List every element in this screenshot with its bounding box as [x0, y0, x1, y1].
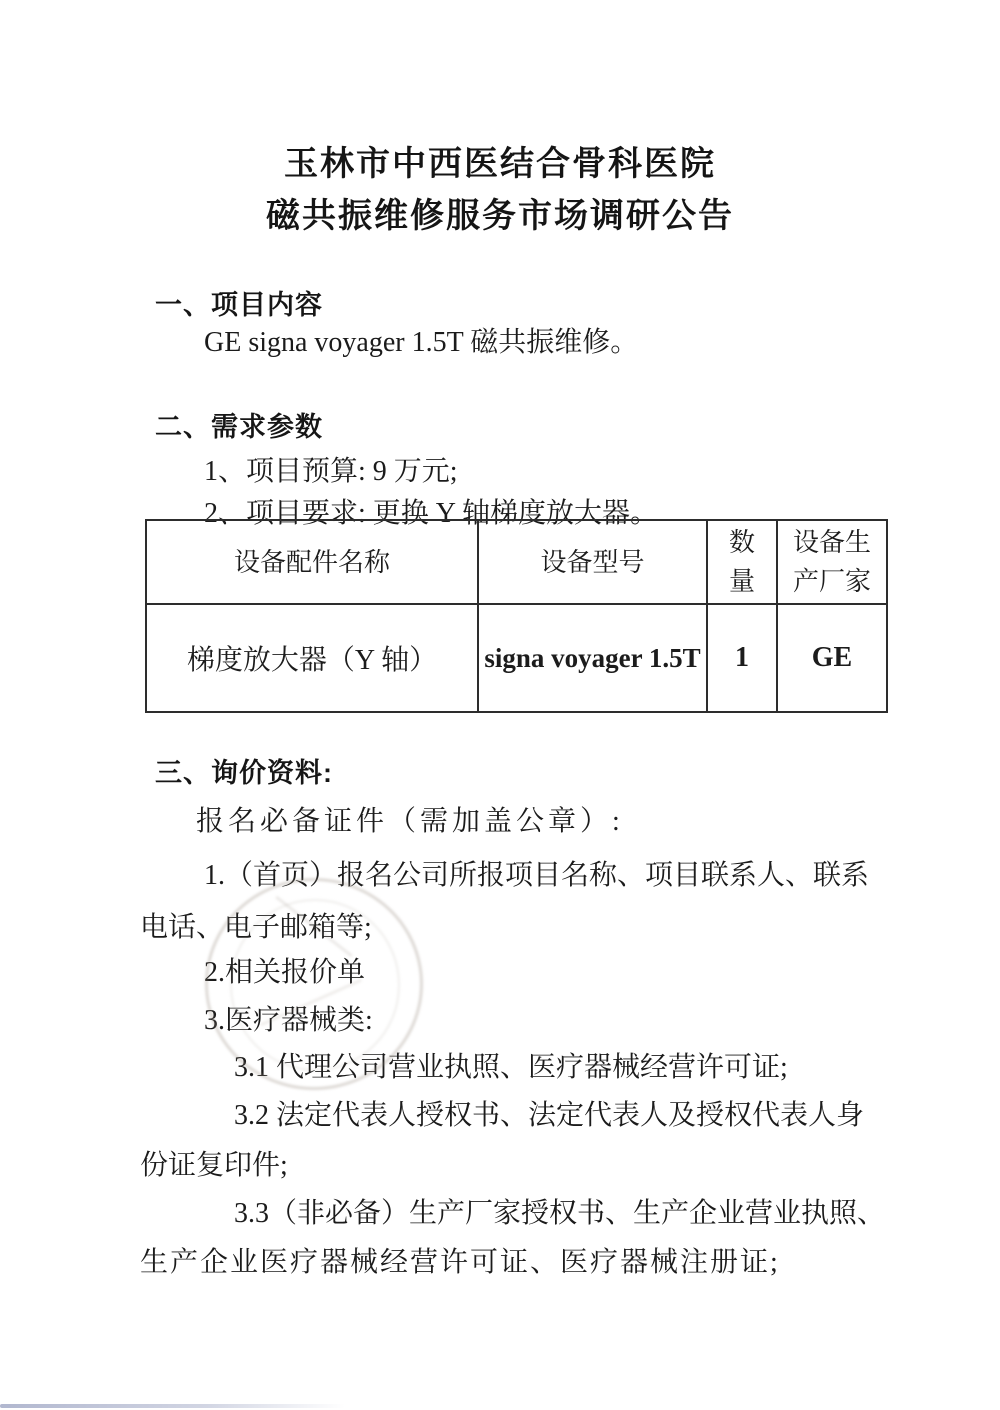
document-title-line1: 玉林市中西医结合骨科医院	[284, 145, 716, 183]
header-model: 设备型号	[478, 520, 707, 604]
section1-body: GE signa voyager 1.5T 磁共振维修。	[204, 327, 639, 358]
section3-line-5: 3.1 代理公司营业执照、医疗器械经营许可证;	[234, 1052, 788, 1083]
cell-model: signa voyager 1.5T	[478, 604, 707, 712]
section2-heading: 二、需求参数	[155, 412, 323, 442]
section3-line-4: 3.医疗器械类:	[204, 1005, 373, 1036]
section2-item-requirement: 2、项目要求: 更换 Y 轴梯度放大器。	[204, 498, 658, 529]
section3-subheading: 报名必备证件（需加盖公章）:	[196, 806, 624, 837]
section3-line-9: 生产企业医疗器械经营许可证、医疗器械注册证;	[140, 1247, 780, 1278]
cell-manufacturer: GE	[777, 604, 887, 712]
header-part-name: 设备配件名称	[146, 520, 478, 604]
section1-heading: 一、项目内容	[155, 290, 323, 320]
section3-line-3: 2.相关报价单	[204, 957, 366, 988]
cell-part-name: 梯度放大器（Y 轴）	[146, 604, 478, 712]
section3-line-7: 份证复印件;	[140, 1150, 288, 1181]
equipment-spec-table	[145, 519, 888, 713]
table-row	[146, 604, 887, 712]
section2-item-budget: 1、项目预算: 9 万元;	[204, 456, 458, 487]
section3-line-1: 1.（首页）报名公司所报项目名称、项目联系人、联系	[204, 860, 870, 891]
table-header-row	[146, 520, 887, 604]
section3-line-6: 3.2 法定代表人授权书、法定代表人及授权代表人身	[234, 1100, 865, 1131]
section3-line-2: 电话、电子邮箱等;	[140, 912, 372, 943]
header-quantity: 数量	[707, 520, 777, 604]
section3-line-8: 3.3（非必备）生产厂家授权书、生产企业营业执照、	[234, 1198, 886, 1229]
scan-edge-artifact	[0, 1404, 345, 1408]
header-manufacturer: 设备生产厂家	[777, 520, 887, 604]
cell-quantity: 1	[707, 604, 777, 712]
section3-heading: 三、询价资料:	[155, 758, 333, 788]
document-title-line2: 磁共振维修服务市场调研公告	[266, 197, 734, 235]
